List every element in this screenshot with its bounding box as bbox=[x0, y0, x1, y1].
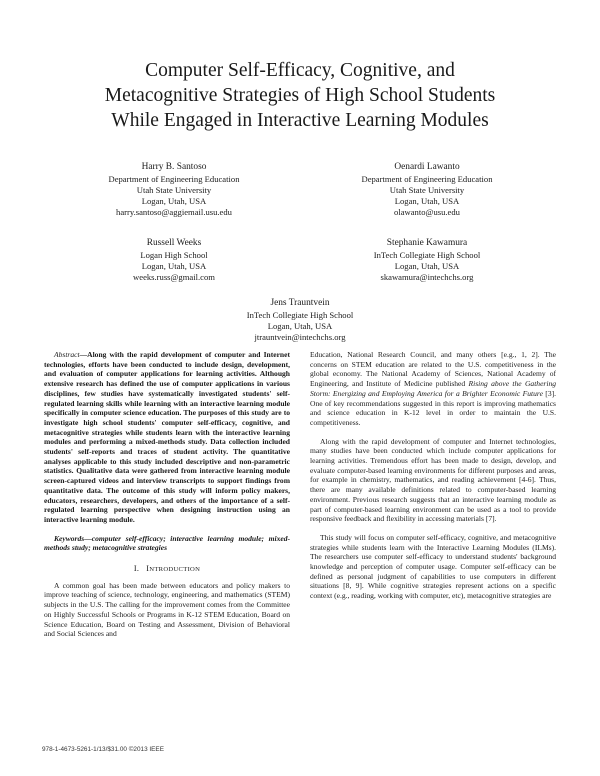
section-title-rest: NTRODUCTION bbox=[149, 566, 201, 574]
author-location: Logan, Utah, USA bbox=[141, 261, 207, 271]
right-column bbox=[310, 350, 556, 601]
report-title: Rising above the Gathering Storm: Energizing and Employing America for a Brighter Economic Future bbox=[310, 379, 557, 398]
right-paragraph bbox=[310, 350, 556, 428]
abstract: Abstract—Along with the rapid development of computer and Internet technologies, efforts have been conducted to include design, development, and evaluation of computer applications for learning activities. Although extensive research has defined the use of computer applications in various disciplines, few studies have systematically investigated students' self-regulated learning skills while learning with an interactive learning module specifically in computer science education. The purposes of this study are to investigate high school students' computer self-efficacy, cognitive, and metacognitive strategies while students learn with the interactive learning modules and performing a mixed-methods study. Data collection included students' self-reports and traces of student activity. The quantitative analyses applicable to this study included descriptive and non-parametric statistics. Qualitative data were gathered from interactive learning module screen-captured videos and interview transcripts to support findings from quantitative data. The outcome of this study will inform policy makers, educators, researchers, developers, and others of the importance of a self-regulated learning perspective when designing instruction using an interactive learning module. bbox=[44, 350, 290, 524]
section-heading bbox=[44, 564, 290, 575]
keywords-label: Keywords bbox=[54, 533, 85, 543]
author-department: Department of Engineering Education bbox=[108, 174, 240, 184]
paragraph-text: [3]. One of key recommendations suggested in this report is improving mathematics and science education in K-12 level in order to maintain the U.S. competitiveness. bbox=[310, 388, 556, 427]
author-name: Russell Weeks bbox=[146, 238, 202, 248]
author-name: Stephanie Kawamura bbox=[386, 238, 468, 248]
author-location: Logan, Utah, USA bbox=[394, 196, 460, 206]
author-location: Logan, Utah, USA bbox=[141, 196, 207, 206]
author-block bbox=[44, 160, 304, 218]
author-institution: InTech Collegiate High School bbox=[373, 250, 481, 260]
author-email: harry.santoso@aggiemail.usu.edu bbox=[116, 207, 232, 217]
title-line: Computer Self-Efficacy, Cognitive, and bbox=[145, 60, 455, 81]
author-block bbox=[44, 236, 304, 283]
section-number: I. bbox=[133, 564, 140, 574]
section-first-letter: I bbox=[146, 564, 150, 574]
author-institution: InTech Collegiate High School bbox=[246, 310, 354, 320]
author-department: Department of Engineering Education bbox=[361, 174, 493, 184]
author-block bbox=[170, 296, 430, 343]
author-email: weeks.russ@gmail.com bbox=[133, 272, 215, 282]
abstract-label: Abstract bbox=[54, 350, 80, 359]
author-block bbox=[297, 160, 557, 218]
keywords-text: computer self-efficacy; interactive learning module; mixed-methods study; metacognitive strategies bbox=[44, 533, 290, 553]
keywords: Keywords—computer self-efficacy; interactive learning module; mixed-methods study; metacognitive strategies bbox=[44, 533, 290, 553]
title-line: While Engaged in Interactive Learning Modules bbox=[111, 110, 489, 131]
author-email: skawamura@intechchs.org bbox=[380, 272, 474, 282]
author-email: olawanto@usu.edu bbox=[394, 207, 460, 217]
author-block bbox=[297, 236, 557, 283]
left-column bbox=[44, 350, 290, 639]
author-location: Logan, Utah, USA bbox=[267, 321, 333, 331]
author-name: Oenardi Lawanto bbox=[394, 162, 460, 172]
author-institution: Utah State University bbox=[389, 185, 465, 195]
right-paragraph: This study will focus on computer self-efficacy, cognitive, and metacognitive strategies while students learn with the Interactive Learning Modules (ILMs). The researchers use computer self-efficacy to understand students' background knowledge and perception of computer usage. Computer self-efficacy can be defined as personal judgment of capabilities to use computers in different situations [8, 9]. While cognitive strategies represent actions on a specific context (e.g., reading, working with computer, etc), metacognitive strategies are bbox=[310, 532, 556, 601]
author-name: Jens Trauntvein bbox=[270, 298, 330, 308]
abstract-text: Along with the rapid development of computer and Internet technologies, efforts have been conducted to include design, development, and evaluation of computer applications for learning activities. Although extensive research has defined the use of computer applications in various disciplines, few studies have systematically investigated students' self-regulated learning skills while learning with an interactive learning module specifically in computer science education. The purposes of this study are to investigate high school students' computer self-efficacy, cognitive, and metacognitive strategies while students learn with the interactive learning modules and performing a mixed-methods study. Data collection included students' self-reports and traces of student activity. The quantitative analyses applicable to this study included descriptive and non-parametric statistics. Qualitative data were gathered from interactive learning module screen-captured videos and interview transcripts to support findings from quantitative data. The outcome of this study will inform policy makers, educators, researchers, developers, and others of the importance of a self-regulated learning perspective when designing instruction using an interactive learning module. bbox=[44, 350, 290, 524]
right-paragraph: Along with the rapid development of computer and Internet technologies, many studies have been conducted which include computer applications for learning activities. Tremendous effort has been made to design, develop, and evaluate computer-based learning environments for different purposes and areas, for example in chemistry, mathematics, and reading achievement [4-6]. Thus, there are many available definitions related to computer-based learning environment. Previous research suggests that an interactive learning module as part of computer-based learning environment can be used as a tool to provide responsive feedback and flexibility in accessing materials [7]. bbox=[310, 436, 556, 524]
paragraph-text: Education, National Research Council, and many others [e.g., 1, 2]. The concerns on STEM education are related to the U.S. competitiveness in the global economy. The National Academy of Sciences, National Academy of Engineering, and Institute of Medicine published bbox=[310, 350, 556, 389]
author-institution: Utah State University bbox=[136, 185, 212, 195]
author-email: jtrauntvein@intechchs.org bbox=[254, 332, 346, 342]
copyright-footer: 978-1-4673-5261-1/13/$31.00 ©2013 IEEE bbox=[42, 746, 164, 753]
title-line: Metacognitive Strategies of High School Students bbox=[104, 85, 496, 106]
paper-title bbox=[40, 58, 560, 133]
author-institution: Logan High School bbox=[140, 250, 208, 260]
author-name: Harry B. Santoso bbox=[141, 162, 207, 172]
intro-paragraph: A common goal has been made between educators and policy makers to improve teaching of science, technology, engineering, and mathematics (STEM) subjects in the U.S. The calling for the improvement comes from the Committee on Highly Successful Schools or Programs in K-12 STEM Education, Board on Science Education, Board on Testing and Assessment, Division of Behavioral and Social Sciences and bbox=[44, 580, 290, 639]
author-location: Logan, Utah, USA bbox=[394, 261, 460, 271]
